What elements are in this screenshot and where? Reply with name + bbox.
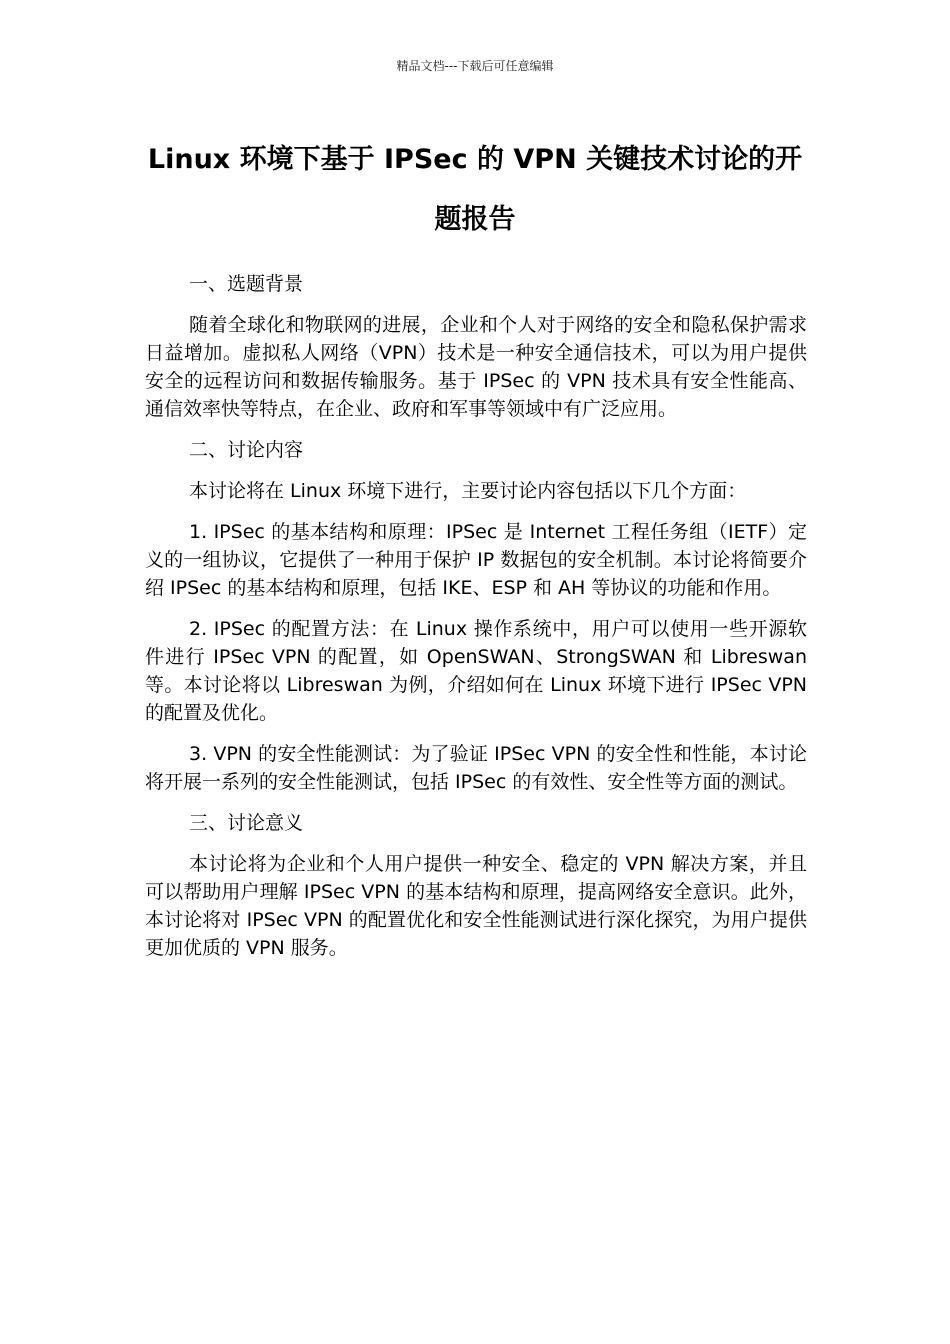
document-title: Linux 环境下基于 IPSec 的 VPN 关键技术讨论的开题报告 [147,144,803,235]
paragraph-content-intro: 本讨论将在 Linux 环境下进行，主要讨论内容包括以下几个方面： [189,480,747,502]
paragraph-significance: 本讨论将为企业和个人用户提供一种安全、稳定的 VPN 解决方案，并且可以帮助用户理解 IPSec VPN 的基本结构和原理，提高网络安全意识。此外，本讨论将对 IPSec VPN 的配置优化和安全性能测试进行深化探究，为用户提供更加优质的 VPN 服务。 [145,853,807,959]
section-heading-background: 一、选题背景 [189,273,304,295]
document-body [145,270,807,975]
paragraph-content-item-1: 1. IPSec 的基本结构和原理：IPSec 是 Internet 工程任务组（IETF）定义的一组协议，它提供了一种用于保护 IP 数据包的安全机制。本讨论将简要介绍 IPSec 的基本结构和原理，包括 IKE、ESP 和 AH 等协议的功能和作用。 [145,521,807,599]
paragraph-content-item-2: 2. IPSec 的配置方法：在 Linux 操作系统中，用户可以使用一些开源软件进行 IPSec VPN 的配置，如 OpenSWAN、StrongSWAN 和 Libreswan 等。本讨论将以 Libreswan 为例，介绍如何在 Linux 环境下进行 IPSec VPN 的配置及优化。 [145,618,807,724]
header-note: 精品文档---下载后可任意编辑 [396,59,554,73]
section-heading-content: 二、讨论内容 [189,439,304,461]
section-heading-significance: 三、讨论意义 [189,812,304,834]
paragraph-background: 随着全球化和物联网的进展，企业和个人对于网络的安全和隐私保护需求日益增加。虚拟私人网络（VPN）技术是一种安全通信技术，可以为用户提供安全的远程访问和数据传输服务。基于 IPSec 的 VPN 技术具有安全性能高、通信效率快等特点，在企业、政府和军事等领域中有广泛应用。 [145,314,807,420]
paragraph-content-item-3: 3. VPN 的安全性能测试：为了验证 IPSec VPN 的安全性和性能，本讨论将开展一系列的安全性能测试，包括 IPSec 的有效性、安全性等方面的测试。 [145,743,807,793]
